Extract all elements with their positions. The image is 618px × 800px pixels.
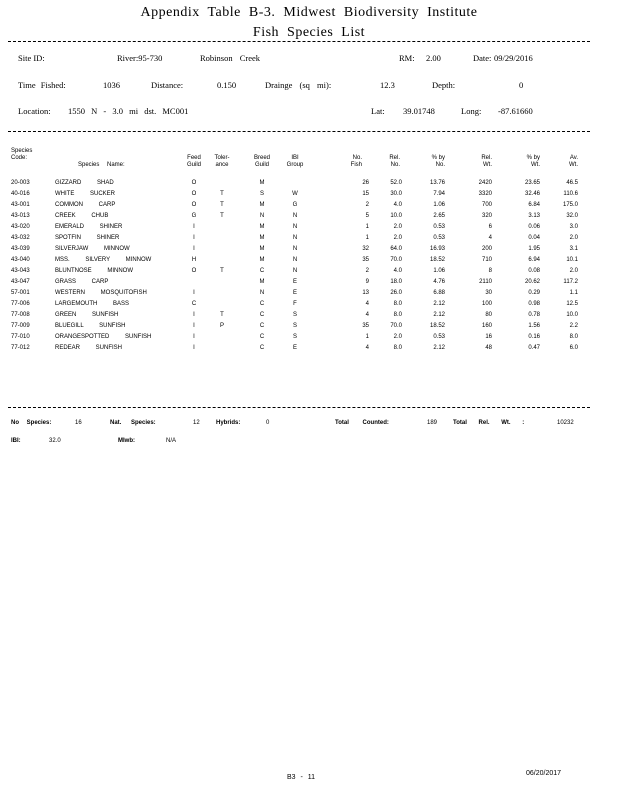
no-fish-cell: 1: [365, 224, 369, 230]
no-species-value: 16: [75, 420, 82, 426]
no-fish-cell: 35: [362, 323, 369, 329]
ibi-group-cell: N: [292, 257, 298, 263]
pct-no-cell: 2.65: [433, 213, 445, 219]
breed-guild-cell: C: [259, 334, 265, 340]
feed-guild-cell: O: [191, 268, 197, 274]
col-pct-no: % by No.: [431, 155, 445, 168]
species-code-cell: 40-016: [11, 191, 30, 197]
pct-wt-cell: 20.62: [524, 279, 540, 285]
ibi-label: IBI:: [11, 438, 21, 444]
pct-wt-cell: 3.13: [528, 213, 540, 219]
table-row: [0, 202, 618, 212]
ibi-group-cell: N: [292, 224, 298, 230]
pct-wt-cell: 0.29: [528, 290, 540, 296]
river-name: Robinson Creek: [200, 53, 261, 63]
ibi-group-cell: E: [292, 345, 297, 351]
rel-no-cell: 10.0: [390, 213, 402, 219]
col-no-fish: No. Fish: [350, 155, 362, 168]
distance-label: Distance:: [151, 80, 184, 90]
pct-wt-cell: 0.16: [528, 334, 540, 340]
rel-no-cell: 2.0: [393, 224, 402, 230]
species-name-cell: BLUNTNOSE MINNOW: [55, 268, 134, 274]
pct-no-cell: 6.88: [433, 290, 445, 296]
species-name-cell: CREEK CHUB: [55, 213, 109, 219]
rel-wt-cell: 700: [481, 202, 492, 208]
depth-value: 0: [519, 80, 524, 90]
av-wt-cell: 32.0: [566, 213, 578, 219]
rel-wt-cell: 8: [488, 268, 492, 274]
long-value: -87.61660: [498, 106, 533, 116]
species-name-cell: GRASS CARP: [55, 279, 109, 285]
feed-guild-cell: I: [193, 323, 195, 329]
rel-wt-cell: 3320: [478, 191, 492, 197]
pct-no-cell: 0.53: [433, 334, 445, 340]
breed-guild-cell: M: [259, 235, 265, 241]
date-label: Date:: [473, 53, 492, 63]
species-code-cell: 77-009: [11, 323, 30, 329]
print-date: 06/20/2017: [526, 770, 562, 777]
pct-no-cell: 2.12: [433, 301, 445, 307]
pct-no-cell: 1.06: [433, 268, 445, 274]
feed-guild-cell: I: [193, 246, 195, 252]
rel-wt-cell: 80: [485, 312, 492, 318]
species-name-cell: REDEAR SUNFISH: [55, 345, 123, 351]
ibi-group-cell: S: [292, 334, 297, 340]
feed-guild-cell: O: [191, 202, 197, 208]
species-code-cell: 43-043: [11, 268, 30, 274]
ibi-group-cell: S: [292, 323, 297, 329]
miwb-label: MIwb:: [118, 438, 135, 444]
col-tolerance: Toler- ance: [214, 155, 230, 168]
ibi-group-cell: F: [293, 301, 297, 307]
rel-wt-cell: 2110: [479, 279, 492, 285]
table-row: [0, 334, 618, 344]
rm-value: 2.00: [426, 53, 441, 63]
av-wt-cell: 2.2: [569, 323, 578, 329]
table-divider: [8, 131, 590, 132]
breed-guild-cell: M: [259, 257, 265, 263]
species-code-cell: 43-032: [11, 235, 30, 241]
pct-wt-cell: 0.08: [528, 268, 540, 274]
no-fish-cell: 26: [362, 180, 369, 186]
species-name-cell: GREEN SUNFISH: [55, 312, 119, 318]
av-wt-cell: 10.0: [566, 312, 578, 318]
breed-guild-cell: C: [259, 345, 265, 351]
col-pct-wt: % by Wt.: [526, 155, 540, 168]
pct-wt-cell: 0.06: [528, 224, 540, 230]
species-name-cell: WESTERN MOSQUITOFISH: [55, 290, 147, 296]
table-row: [0, 301, 618, 311]
total-rel-wt-label: Total Rel. Wt. :: [453, 420, 525, 426]
table-row: [0, 191, 618, 201]
report-subtitle: Fish Species List: [252, 25, 366, 40]
ibi-value: 32.0: [49, 438, 61, 444]
species-name-cell: EMERALD SHINER: [55, 224, 123, 230]
species-code-cell: 77-010: [11, 334, 30, 340]
table-row: [0, 290, 618, 300]
table-row: [0, 268, 618, 278]
no-fish-cell: 4: [365, 301, 369, 307]
rel-no-cell: 2.0: [393, 235, 402, 241]
pct-no-cell: 2.12: [433, 345, 445, 351]
tolerance-cell: T: [220, 213, 224, 219]
pct-wt-cell: 1.56: [528, 323, 540, 329]
rel-wt-cell: 200: [481, 246, 492, 252]
rel-no-cell: 26.0: [390, 290, 402, 296]
species-code-cell: 43-013: [11, 213, 30, 219]
av-wt-cell: 3.0: [569, 224, 578, 230]
species-name-cell: COMMON CARP: [55, 202, 116, 208]
species-name-cell: GIZZARD SHAD: [55, 180, 114, 186]
tolerance-cell: T: [220, 202, 224, 208]
rm-label: RM:: [399, 53, 415, 63]
no-fish-cell: 9: [365, 279, 369, 285]
av-wt-cell: 8.0: [569, 334, 578, 340]
river-code: River:95-730: [117, 53, 163, 63]
ibi-group-cell: N: [292, 235, 298, 241]
no-fish-cell: 4: [365, 312, 369, 318]
pct-no-cell: 16.93: [429, 246, 445, 252]
table-row: [0, 180, 618, 190]
av-wt-cell: 1.1: [569, 290, 578, 296]
ibi-group-cell: W: [292, 191, 298, 197]
col-species-code: Species Code:: [11, 148, 33, 161]
no-fish-cell: 5: [365, 213, 369, 219]
rel-wt-cell: 100: [481, 301, 492, 307]
col-rel-no: Rel. No.: [389, 155, 400, 168]
breed-guild-cell: M: [259, 224, 265, 230]
ibi-group-cell: S: [292, 312, 297, 318]
species-code-cell: 43-039: [11, 246, 30, 252]
av-wt-cell: 2.0: [569, 268, 578, 274]
av-wt-cell: 10.1: [566, 257, 578, 263]
rel-no-cell: 18.0: [390, 279, 402, 285]
rel-wt-cell: 48: [485, 345, 492, 351]
pct-wt-cell: 0.47: [528, 345, 540, 351]
pct-wt-cell: 23.65: [524, 180, 540, 186]
drainage-label: Drainge (sq mi):: [265, 80, 332, 90]
species-code-cell: 43-040: [11, 257, 30, 263]
pct-no-cell: 2.12: [433, 312, 445, 318]
col-breed-guild: Breed Guild: [253, 155, 270, 168]
species-code-cell: 43-020: [11, 224, 30, 230]
top-divider: [8, 41, 590, 42]
av-wt-cell: 12.5: [566, 301, 578, 307]
table-row: [0, 257, 618, 267]
ibi-group-cell: E: [292, 279, 297, 285]
species-code-cell: 77-008: [11, 312, 30, 318]
hybrids-label: Hybrids:: [216, 420, 241, 426]
no-fish-cell: 32: [362, 246, 369, 252]
feed-guild-cell: I: [193, 345, 195, 351]
breed-guild-cell: M: [259, 279, 265, 285]
table-row: [0, 323, 618, 333]
no-fish-cell: 35: [362, 257, 369, 263]
no-fish-cell: 2: [365, 268, 369, 274]
rel-no-cell: 8.0: [393, 301, 402, 307]
feed-guild-cell: I: [193, 224, 195, 230]
miwb-value: N/A: [166, 438, 177, 444]
rel-no-cell: 70.0: [390, 323, 402, 329]
species-name-cell: SILVERJAW MINNOW: [55, 246, 130, 252]
feed-guild-cell: I: [193, 312, 195, 318]
breed-guild-cell: C: [259, 312, 265, 318]
pct-no-cell: 0.53: [433, 224, 445, 230]
time-fished-label: Time Fished:: [18, 80, 66, 90]
feed-guild-cell: G: [191, 213, 197, 219]
av-wt-cell: 3.1: [569, 246, 578, 252]
pct-no-cell: 18.52: [429, 257, 445, 263]
tolerance-cell: T: [220, 268, 224, 274]
rel-no-cell: 52.0: [390, 180, 402, 186]
species-name-cell: BLUEGILL SUNFISH: [55, 323, 126, 329]
table-row: [0, 246, 618, 256]
species-name-cell: WHITE SUCKER: [55, 191, 116, 197]
rel-no-cell: 8.0: [393, 345, 402, 351]
rel-no-cell: 8.0: [393, 312, 402, 318]
long-label: Long:: [461, 106, 482, 116]
av-wt-cell: 110.6: [563, 191, 578, 197]
time-fished-value: 1036: [103, 80, 120, 90]
ibi-group-cell: N: [292, 246, 298, 252]
pct-wt-cell: 0.78: [528, 312, 540, 318]
ibi-group-cell: E: [292, 290, 297, 296]
rel-wt-cell: 160: [481, 323, 492, 329]
feed-guild-cell: O: [191, 180, 197, 186]
breed-guild-cell: N: [259, 290, 265, 296]
pct-no-cell: 13.76: [429, 180, 445, 186]
rel-wt-cell: 4: [488, 235, 492, 241]
col-feed-guild: Feed Guild: [186, 155, 201, 168]
breed-guild-cell: C: [259, 323, 265, 329]
breed-guild-cell: C: [259, 268, 265, 274]
species-name-cell: SPOTFIN SHINER: [55, 235, 120, 241]
location-label: Location:: [18, 106, 51, 116]
rel-no-cell: 70.0: [390, 257, 402, 263]
col-ibi-group: IBI Group: [286, 155, 304, 168]
no-fish-cell: 1: [365, 235, 369, 241]
rel-wt-cell: 6: [488, 224, 492, 230]
table-row: [0, 213, 618, 223]
site-id-label: Site ID:: [18, 53, 45, 63]
col-av-wt: Av. Wt.: [569, 155, 578, 168]
depth-label: Depth:: [432, 80, 456, 90]
rel-wt-cell: 16: [485, 334, 492, 340]
feed-guild-cell: C: [191, 301, 197, 307]
location-value: 1550 N - 3.0 mi dst. MC001: [68, 106, 189, 116]
drainage-value: 12.3: [380, 80, 395, 90]
pct-wt-cell: 0.98: [528, 301, 540, 307]
table-row: [0, 312, 618, 322]
pct-wt-cell: 1.95: [528, 246, 540, 252]
rel-wt-cell: 2420: [478, 180, 492, 186]
ibi-group-cell: G: [292, 202, 298, 208]
rel-no-cell: 2.0: [393, 334, 402, 340]
ibi-group-cell: N: [292, 213, 298, 219]
total-counted-value: 189: [427, 420, 438, 426]
tolerance-cell: T: [220, 312, 224, 318]
report-title: Appendix Table B-3. Midwest Biodiversity Institute: [140, 5, 478, 20]
col-rel-wt: Rel. Wt.: [481, 155, 492, 168]
tolerance-cell: T: [220, 191, 224, 197]
pct-no-cell: 7.94: [433, 191, 445, 197]
breed-guild-cell: C: [259, 301, 265, 307]
pct-no-cell: 1.06: [433, 202, 445, 208]
total-counted-label: Total Counted:: [335, 420, 389, 426]
breed-guild-cell: N: [259, 213, 265, 219]
col-species-name: Species Name:: [78, 162, 125, 168]
table-row: [0, 279, 618, 289]
feed-guild-cell: I: [193, 290, 195, 296]
breed-guild-cell: M: [259, 246, 265, 252]
pct-no-cell: 4.76: [433, 279, 445, 285]
av-wt-cell: 46.5: [566, 180, 578, 186]
summary-divider: [8, 407, 590, 408]
rel-no-cell: 4.0: [393, 268, 402, 274]
av-wt-cell: 175.0: [562, 202, 578, 208]
feed-guild-cell: I: [193, 334, 195, 340]
nat-species-value: 12: [193, 420, 200, 426]
table-row: [0, 224, 618, 234]
pct-wt-cell: 6.84: [528, 202, 540, 208]
rel-no-cell: 30.0: [390, 191, 402, 197]
species-name-cell: ORANGESPOTTED SUNFISH: [55, 334, 152, 340]
page-number: B3 - 11: [287, 774, 316, 781]
av-wt-cell: 6.0: [569, 345, 578, 351]
rel-no-cell: 4.0: [393, 202, 402, 208]
breed-guild-cell: S: [259, 191, 264, 197]
species-code-cell: 43-001: [11, 202, 30, 208]
feed-guild-cell: H: [191, 257, 197, 263]
pct-wt-cell: 32.46: [524, 191, 540, 197]
total-rel-wt-value: 10232: [557, 420, 574, 426]
breed-guild-cell: M: [259, 180, 265, 186]
distance-value: 0.150: [217, 80, 237, 90]
pct-no-cell: 0.53: [433, 235, 445, 241]
no-species-label: No Species:: [11, 420, 52, 426]
species-code-cell: 57-001: [11, 290, 30, 296]
nat-species-label: Nat. Species:: [110, 420, 156, 426]
pct-wt-cell: 6.94: [528, 257, 540, 263]
ibi-group-cell: N: [292, 268, 298, 274]
species-code-cell: 77-012: [11, 345, 30, 351]
av-wt-cell: 117.2: [563, 279, 578, 285]
species-code-cell: 20-003: [11, 180, 30, 186]
pct-wt-cell: 0.04: [528, 235, 540, 241]
table-row: [0, 235, 618, 245]
feed-guild-cell: O: [191, 191, 197, 197]
table-row: [0, 345, 618, 355]
breed-guild-cell: M: [259, 202, 265, 208]
feed-guild-cell: I: [193, 235, 195, 241]
lat-label: Lat:: [371, 106, 385, 116]
rel-wt-cell: 710: [481, 257, 492, 263]
species-name-cell: MSS. SILVERY MINNOW: [55, 257, 152, 263]
no-fish-cell: 15: [362, 191, 369, 197]
av-wt-cell: 2.0: [569, 235, 578, 241]
species-name-cell: LARGEMOUTH BASS: [55, 301, 130, 307]
hybrids-value: 0: [266, 420, 270, 426]
rel-wt-cell: 30: [485, 290, 492, 296]
date-value: 09/29/2016: [494, 53, 533, 63]
no-fish-cell: 2: [365, 202, 369, 208]
lat-value: 39.01748: [403, 106, 435, 116]
species-code-cell: 77-006: [11, 301, 30, 307]
no-fish-cell: 4: [365, 345, 369, 351]
rel-no-cell: 64.0: [390, 246, 402, 252]
rel-wt-cell: 320: [481, 213, 492, 219]
pct-no-cell: 18.52: [429, 323, 445, 329]
tolerance-cell: P: [219, 323, 224, 329]
species-code-cell: 43-047: [11, 279, 30, 285]
no-fish-cell: 13: [362, 290, 369, 296]
no-fish-cell: 1: [365, 334, 369, 340]
